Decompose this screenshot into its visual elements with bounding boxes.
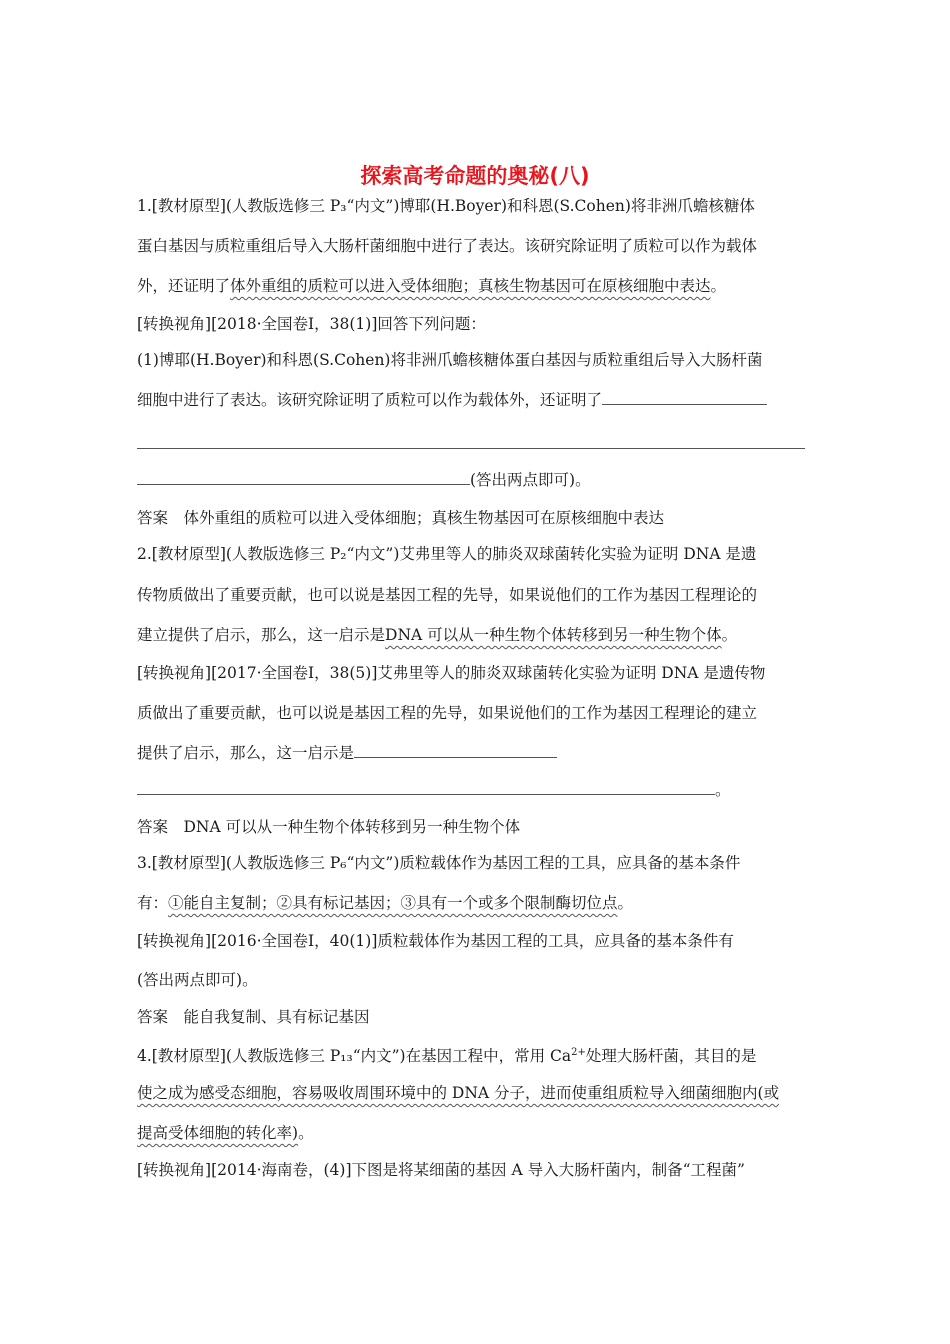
q1-line-1: 1.[教材原型](人教版选修三 P₃“内文”)博耶(H.Boyer)和科恩(S.Cohen)将非洲爪蟾核糖体	[137, 197, 755, 215]
q2-key-point: DNA 可以从一种生物个体转移到另一种生物个体	[385, 626, 722, 644]
answer-blank	[137, 780, 715, 795]
q2-line-1: 2.[教材原型](人教版选修三 P₂“内文”)艾弗里等人的肺炎双球菌转化实验为证明 DNA 是遗	[137, 545, 757, 563]
answer-blank-line	[137, 448, 805, 449]
q1-answer: 答案 体外重组的质粒可以进入受体细胞；真核生物基因可在原核细胞中表达	[137, 509, 665, 527]
q2-answer: 答案 DNA 可以从一种生物个体转移到另一种生物个体	[137, 818, 521, 836]
q4-line-1-end: 处理大肠杆菌，其目的是	[585, 1047, 757, 1066]
q3-transform-line-2: (答出两点即可)。	[137, 971, 258, 989]
q4-line-3	[137, 1123, 314, 1143]
q4-line-2	[137, 1083, 779, 1103]
q2-line-3-lead: 建立提供了启示，那么，这一启示是	[137, 626, 386, 644]
q2-transform-line-4-end: 。	[715, 781, 731, 799]
page-title: 探索高考命题的奥秘(八)	[360, 164, 590, 188]
q4-line-3-end: 。	[298, 1124, 314, 1142]
q3-transform-line-1: [转换视角][2016·全国卷Ⅰ，40(1)]质粒载体作为基因工程的工具，应具备的基本条件有	[137, 932, 734, 950]
q1-line-3	[137, 276, 726, 296]
q1-line-3-end: 。	[710, 277, 727, 295]
ca-charge: 2+	[571, 1047, 586, 1058]
q3-line-2	[137, 893, 633, 913]
q2-transform-line-2: 质做出了重要贡献，也可以说是基因工程的先导，如果说他们的工作为基因工程理论的建立	[137, 704, 758, 722]
q1-transform-line-1: (1)博耶(H.Boyer)和科恩(S.Cohen)将非洲爪蟾核糖体蛋白基因与质粒重组后导入大肠杆菌	[137, 351, 763, 369]
q3-line-2-end: 。	[617, 894, 634, 912]
q1-transform-heading: [转换视角][2018·全国卷Ⅰ，38(1)]回答下列问题：	[137, 315, 486, 333]
answer-blank	[602, 390, 767, 405]
q1-line-2: 蛋白基因与质粒重组后导入大肠杆菌细胞中进行了表达。该研究除证明了质粒可以作为载体	[137, 237, 758, 255]
q4-line-1-lead: 4.[教材原型](人教版选修三 P₁₃“内文”)在基因工程中，常用 Ca	[137, 1047, 572, 1066]
q1-transform-line-3-text: (答出两点即可)。	[470, 471, 591, 489]
q4-key-point: 使之成为感受态细胞，容易吸收周围环境中的 DNA 分子，进而使重组质粒导入细菌细胞内(或	[137, 1084, 780, 1102]
q3-line-2-lead: 有：	[137, 894, 169, 912]
q4-key-point-cont: 提高受体细胞的转化率)	[137, 1124, 299, 1142]
q2-transform-line-3-text: 提供了启示，那么，这一启示是	[137, 744, 355, 762]
q1-transform-line-3	[137, 470, 591, 490]
q3-line-1: 3.[教材原型](人教版选修三 P₆“内文”)质粒载体作为基因工程的工具，应具备的基本条件	[137, 854, 741, 872]
q1-transform-line-2-text: 细胞中进行了表达。该研究除证明了质粒可以作为载体外，还证明了	[137, 391, 603, 409]
q1-key-point: 体外重组的质粒可以进入受体细胞；真核生物基因可在原核细胞中表达	[230, 277, 711, 295]
q2-transform-line-1: [转换视角][2017·全国卷Ⅰ，38(5)]艾弗里等人的肺炎双球菌转化实验为证明 DNA 是遗传物	[137, 664, 766, 682]
q3-key-point: ①能自主复制；②具有标记基因；③具有一个或多个限制酶切位点	[168, 894, 618, 912]
q1-line-3-lead: 外，还证明了	[137, 277, 231, 295]
q1-transform-line-2	[137, 390, 767, 410]
q4-transform-line-1: [转换视角][2014·海南卷，(4)]下图是将某细菌的基因 A 导入大肠杆菌内，制备“工程菌”	[137, 1161, 745, 1179]
q2-line-2: 传物质做出了重要贡献，也可以说是基因工程的先导，如果说他们的工作为基因工程理论的	[137, 586, 758, 604]
q2-line-3-end: 。	[721, 626, 738, 644]
answer-blank	[137, 470, 470, 485]
q2-transform-line-4	[137, 780, 731, 800]
q4-line-1	[137, 1043, 756, 1066]
q2-transform-line-3	[137, 743, 557, 763]
q2-line-3	[137, 625, 737, 645]
answer-blank	[354, 743, 557, 758]
q3-answer: 答案 能自我复制、具有标记基因	[137, 1008, 370, 1026]
